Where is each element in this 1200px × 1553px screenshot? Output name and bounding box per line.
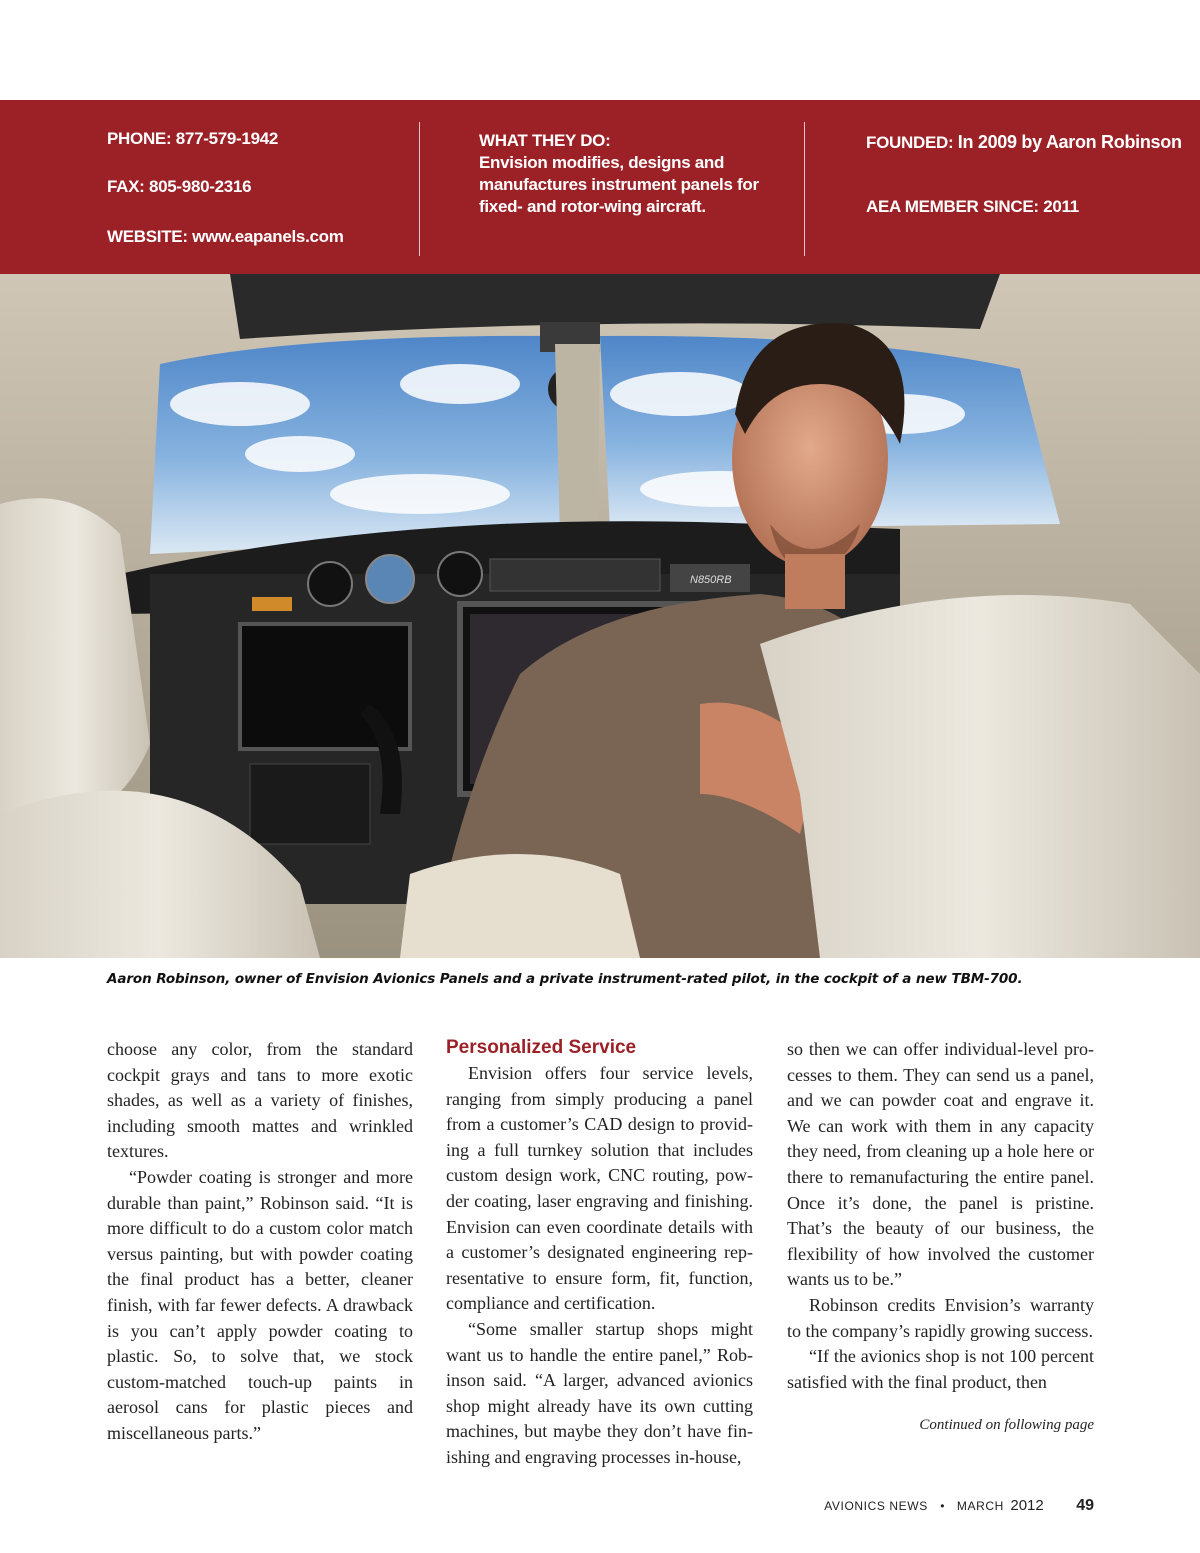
phone-value: 877-579-1942 bbox=[175, 129, 279, 148]
what-they-do-line: Envision modifies, designs and bbox=[479, 153, 725, 172]
article-column-3 bbox=[787, 1037, 1094, 1439]
page-number: 49 bbox=[1076, 1497, 1094, 1514]
what-they-do-line: fixed- and rotor-wing aircraft. bbox=[479, 197, 706, 216]
founded-line bbox=[866, 131, 1182, 154]
issue-month: MARCH bbox=[956, 1499, 1004, 1513]
website-line bbox=[107, 226, 344, 248]
paragraph: “Powder coating is stronger and more durable than paint,” Robinson said. “It is more difficult to do a custom color match versus painting, but with powder coating the final product has a better, cleaner finish, with far fewer defects. A drawback is you can’t apply powder coating to plastic. So, to solve that, we stock custom-matched touch-up paints in aerosol cans for plastic pieces and miscellaneous parts.” bbox=[107, 1166, 413, 1443]
photo-caption: Aaron Robinson, owner of Envision Avionics Panels and a private instrument-rated pilot, in the cockpit of a new TBM-700. bbox=[107, 971, 1023, 987]
phone-label: PHONE: bbox=[107, 129, 172, 148]
founded-value: In 2009 by Aaron Robinson bbox=[957, 132, 1182, 152]
paragraph: Robinson credits Envision’s warranty to the company’s rapidly growing success. bbox=[787, 1294, 1094, 1341]
publication-name: AVIONICS NEWS bbox=[824, 1499, 928, 1513]
tail-number: N850RB bbox=[690, 574, 732, 586]
article-column-2 bbox=[446, 1037, 753, 1471]
founded-label: FOUNDED: bbox=[866, 133, 954, 152]
website-label: WEBSITE: bbox=[107, 227, 188, 246]
continued-note: Continued on following page bbox=[919, 1417, 1094, 1434]
info-banner bbox=[0, 100, 1200, 274]
paragraph: so then we can offer individual-level processes to them. They can send us a panel, and we can powder coat and engrave it. We can work with them in any capacity they need, from cleaning up a hole here or there to remanufacturing the entire panel. Once it’s done, the panel is pristine. That’s the beauty of our business, the flexibility of how involved the customer wants us to be.” bbox=[787, 1039, 1094, 1290]
fax-label: FAX: bbox=[107, 177, 145, 196]
member-label: AEA MEMBER SINCE: bbox=[866, 197, 1039, 216]
paragraph: “If the avionics shop is not 100 percent satisfied with the final product, then bbox=[787, 1346, 1094, 1392]
cockpit-illustration bbox=[0, 274, 1200, 958]
fax-line bbox=[107, 176, 251, 198]
paragraph: Envision offers four service levels, ranging from simply producing a panel from a customer’s CAD design to providing a full turnkey solution that includes custom design work, CNC routing, powder coating, laser engraving and finishing. Envision can even coordinate details with a customer’s designated engineering representative to ensure form, fit, function, compliance and certification. bbox=[446, 1063, 753, 1314]
fax-value: 805-980-2316 bbox=[148, 177, 252, 196]
what-they-do bbox=[479, 130, 779, 218]
what-they-do-label: WHAT THEY DO: bbox=[479, 131, 611, 150]
page-footer bbox=[824, 1497, 1094, 1515]
banner-divider bbox=[419, 122, 420, 256]
footer-separator: • bbox=[940, 1499, 945, 1513]
banner-divider bbox=[804, 122, 805, 256]
article-column-1 bbox=[107, 1037, 413, 1447]
paragraph: “Some smaller startup shops might want us to handle the entire panel,” Robinson said. “A larger, advanced avionics shop might already have its own cutting machines, but maybe they don’t have finishing and engraving processes in-house, bbox=[446, 1318, 753, 1467]
website-value: www.eapanels.com bbox=[192, 227, 344, 246]
cockpit-photo bbox=[0, 274, 1200, 958]
member-line bbox=[866, 196, 1079, 218]
phone-line bbox=[107, 128, 278, 150]
paragraph: choose any color, from the standard cockpit grays and tans to more exotic shades, as well as a variety of finishes, including smooth mattes and wrinkled textures. bbox=[107, 1039, 413, 1162]
what-they-do-line: manufactures instrument panels for bbox=[479, 175, 759, 194]
section-heading: Personalized Service bbox=[446, 1037, 637, 1058]
issue-year: 2012 bbox=[1010, 1497, 1044, 1514]
member-value: 2011 bbox=[1043, 197, 1079, 216]
